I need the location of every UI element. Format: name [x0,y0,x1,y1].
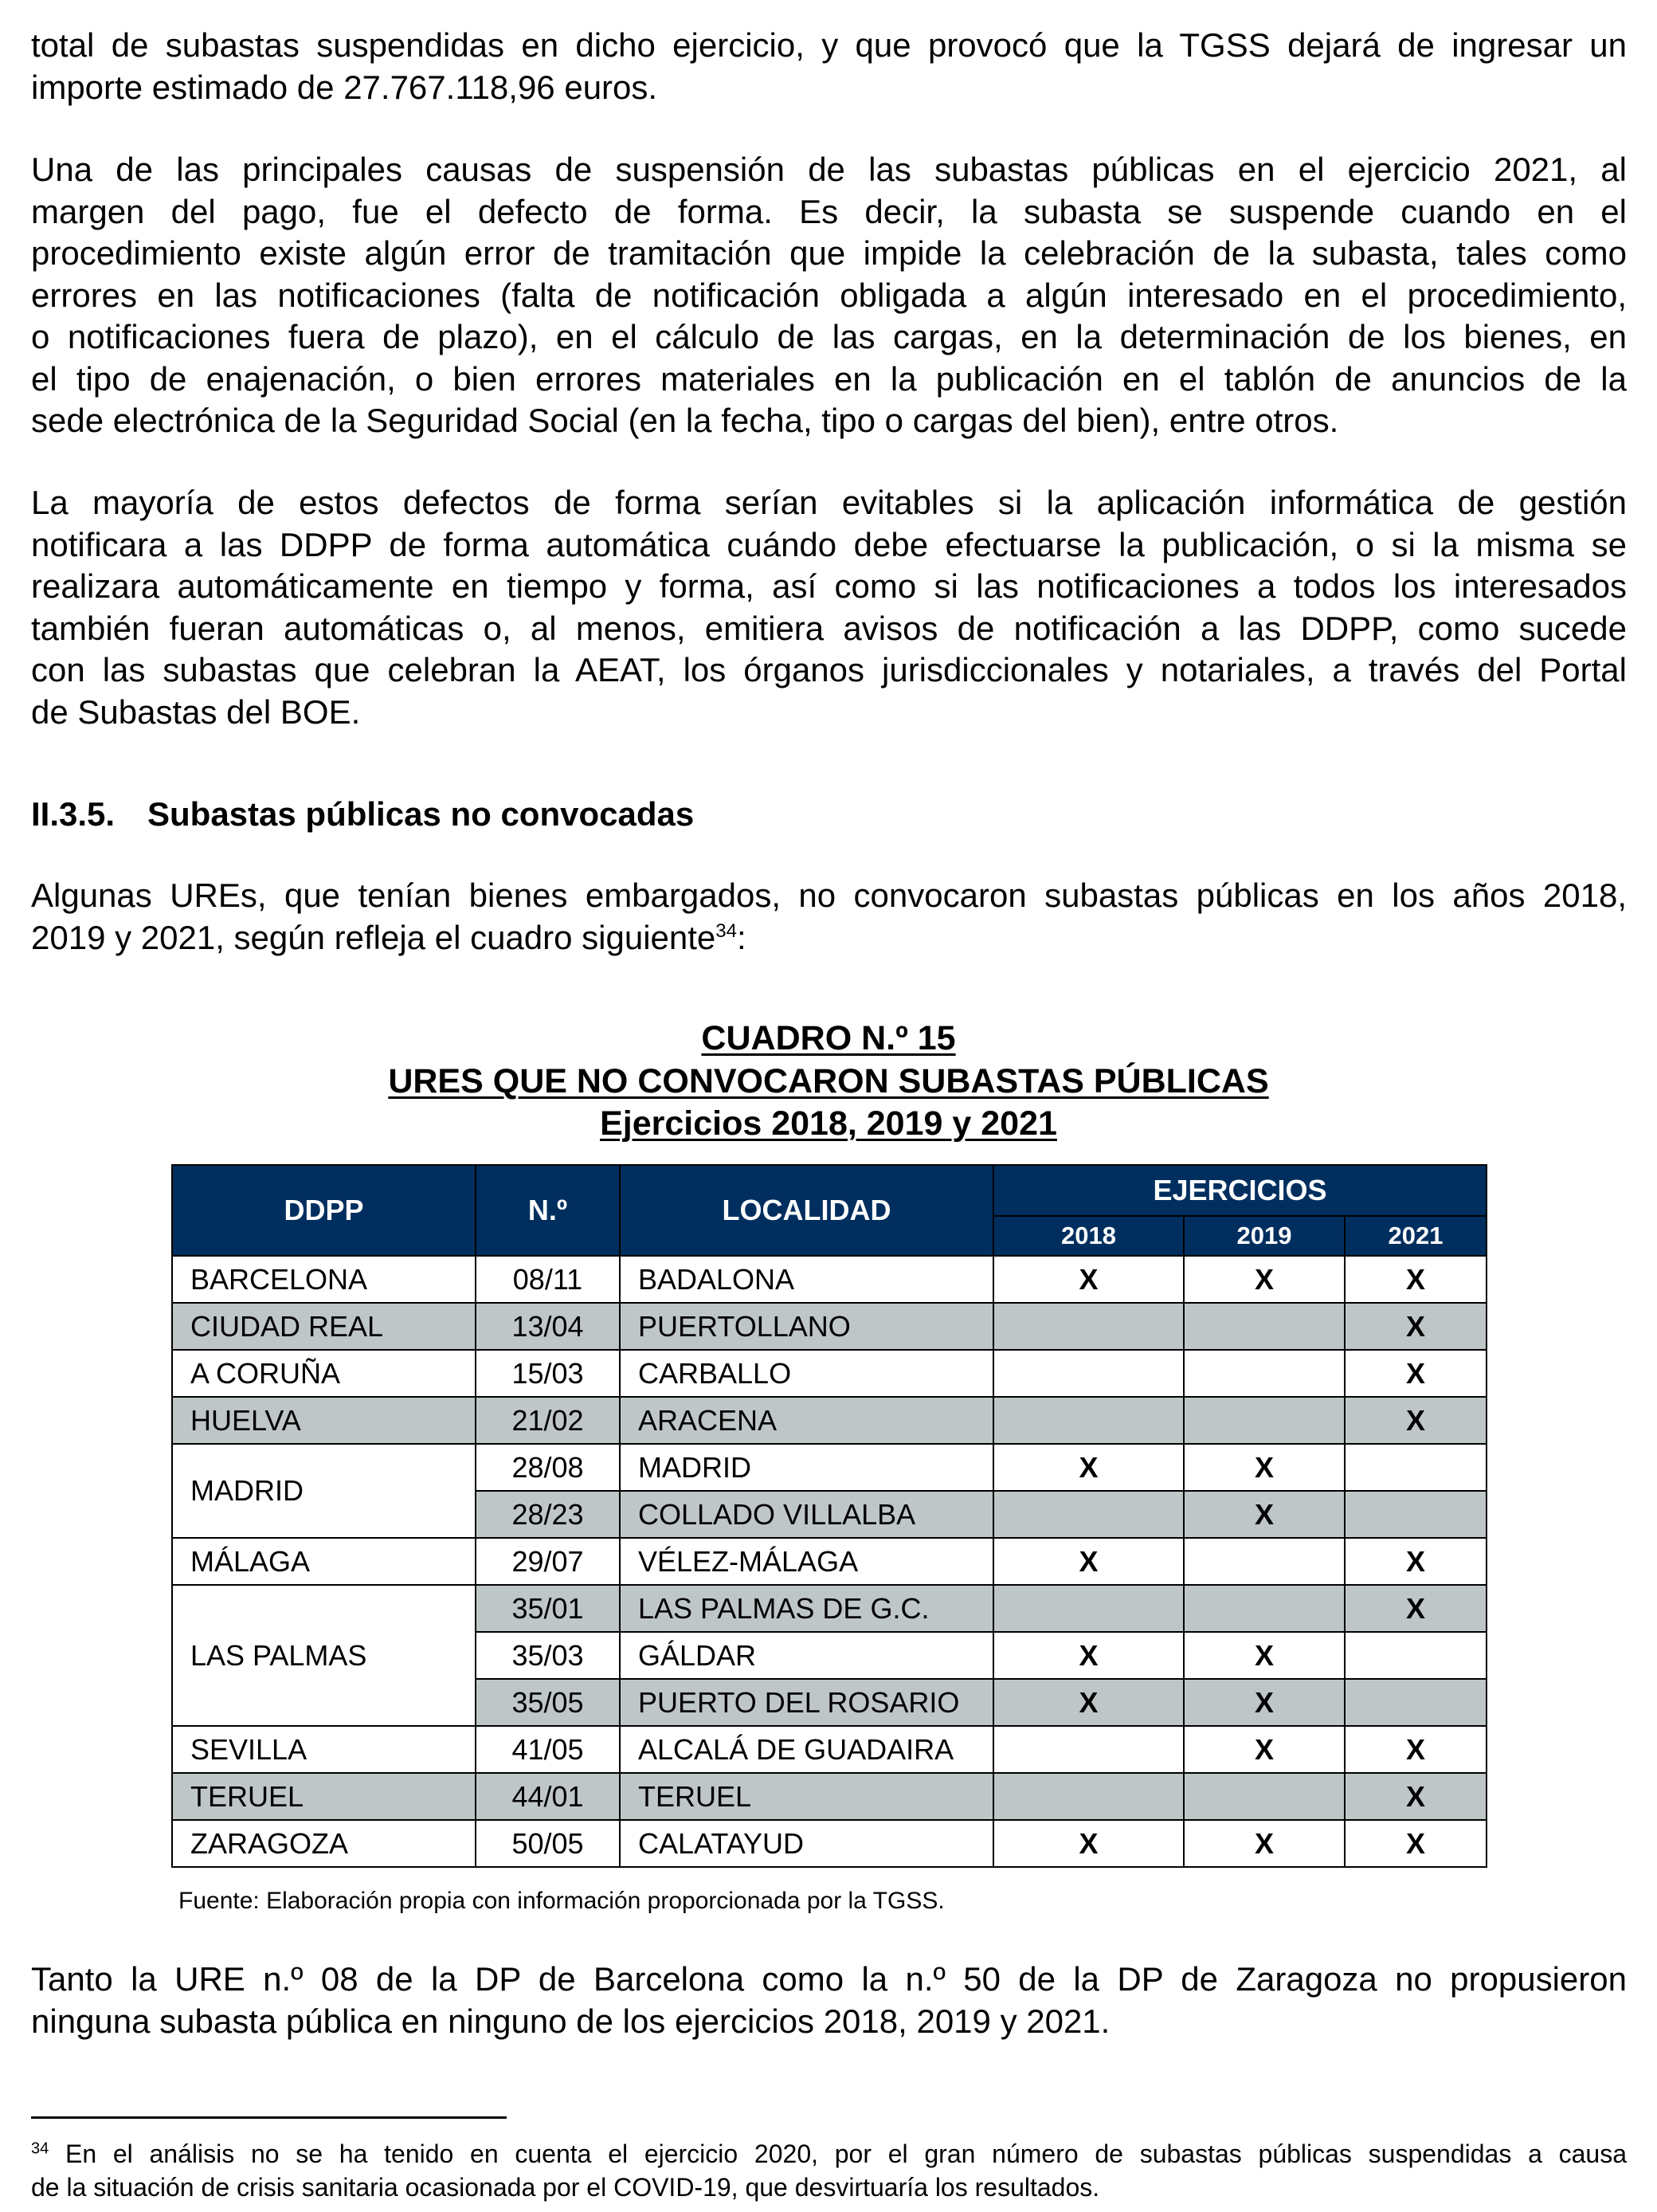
cell-2019 [1184,1773,1345,1820]
cell-2021 [1345,1444,1487,1491]
table-row [172,1820,1487,1867]
cell-ddpp: TERUEL [172,1773,476,1820]
cell-2019: X [1184,1444,1345,1491]
section-heading [31,794,695,836]
footnote-number: 34 [31,2139,49,2158]
paragraph-line: también fueran automáticas o, al menos, emitiera avisos de notificación a las DDPP, como sucede [31,609,1627,647]
cell-localidad: PUERTO DEL ROSARIO [620,1679,993,1726]
table-body [172,1256,1487,1867]
cell-ddpp: MADRID [172,1444,476,1538]
cell-no: 13/04 [476,1303,620,1350]
cell-localidad: COLLADO VILLALBA [620,1491,993,1538]
footnote-separator [31,2116,507,2119]
cell-ddpp: BARCELONA [172,1256,476,1303]
cell-2018: X [993,1632,1184,1679]
cell-localidad: BADALONA [620,1256,993,1303]
cell-no: 28/08 [476,1444,620,1491]
paragraph-3 [31,482,1627,733]
cell-no: 35/05 [476,1679,620,1726]
cell-2018 [993,1491,1184,1538]
cell-ddpp: SEVILLA [172,1726,476,1773]
cell-2019 [1184,1397,1345,1444]
table-row [172,1303,1487,1350]
cell-2018: X [993,1444,1184,1491]
cell-ddpp: MÁLAGA [172,1538,476,1585]
paragraph-2 [31,149,1627,442]
cell-2021: X [1345,1585,1487,1632]
cell-2019 [1184,1585,1345,1632]
header-2021: 2021 [1345,1216,1487,1256]
cell-localidad: GÁLDAR [620,1632,993,1679]
section-title: Subastas públicas no convocadas [147,795,695,833]
cell-ddpp: ZARAGOZA [172,1820,476,1867]
intro-paragraph [31,875,1627,959]
cell-no: 28/23 [476,1491,620,1538]
conclusion-line-1: Tanto la URE n.º 08 de la DP de Barcelona como la n.º 50 de la DP de Zaragoza no propusieron [31,1960,1627,1998]
header-localidad: LOCALIDAD [620,1165,993,1256]
cell-ddpp: HUELVA [172,1397,476,1444]
cell-2021: X [1345,1820,1487,1867]
cell-localidad: CARBALLO [620,1350,993,1397]
cell-localidad: CALATAYUD [620,1820,993,1867]
cell-2021: X [1345,1350,1487,1397]
cell-2021: X [1345,1256,1487,1303]
cell-2018 [993,1397,1184,1444]
paragraph-line: La mayoría de estos defectos de forma serían evitables si la aplicación informática de gestión [31,484,1627,521]
cell-2021 [1345,1632,1487,1679]
cell-2018 [993,1585,1184,1632]
table-row [172,1397,1487,1444]
cell-2018: X [993,1679,1184,1726]
cell-no: 29/07 [476,1538,620,1585]
table-source: Fuente: Elaboración propia con información proporcionada por la TGSS. [178,1888,945,1914]
paragraph-line: importe estimado de 27.767.118,96 euros. [31,68,658,106]
cell-localidad: TERUEL [620,1773,993,1820]
header-ejercicios: EJERCICIOS [993,1165,1487,1216]
table-title-years [0,1102,1657,1145]
cell-2021: X [1345,1773,1487,1820]
paragraph-line: margen del pago, fue el defecto de forma. Es decir, la subasta se suspende cuando en el [31,192,1627,230]
cell-2021 [1345,1491,1487,1538]
cell-2019: X [1184,1726,1345,1773]
conclusion-paragraph [31,1959,1627,2042]
cell-no: 35/03 [476,1632,620,1679]
paragraph-line: Una de las principales causas de suspensión de las subastas públicas en el ejercicio 2021, al [31,151,1627,188]
cell-localidad: VÉLEZ-MÁLAGA [620,1538,993,1585]
intro-line-2-text: 2019 y 2021, según refleja el cuadro siguiente [31,918,716,956]
cell-2018 [993,1726,1184,1773]
intro-line-1: Algunas UREs, que tenían bienes embargados, no convocaron subastas públicas en los años 2018, [31,877,1627,914]
cell-no: 41/05 [476,1726,620,1773]
footnote-line-1-text: En el análisis no se ha tenido en cuenta el ejercicio 2020, por el gran número de subastas públicas suspendidas a causa [49,2139,1627,2168]
cell-ddpp: A CORUÑA [172,1350,476,1397]
table-row [172,1585,1487,1632]
table-title-line-1: CUADRO N.º 15 [701,1019,956,1057]
cell-2021: X [1345,1726,1487,1773]
conclusion-line-2: ninguna subasta pública en ninguno de los ejercicios 2018, 2019 y 2021. [31,2002,1111,2040]
paragraph-line: sede electrónica de la Seguridad Social (en la fecha, tipo o cargas del bien), entre otros. [31,402,1339,439]
paragraph-1 [31,25,1627,108]
table-title-number [0,1017,1657,1060]
cell-2021: X [1345,1303,1487,1350]
footnote-line-1 [31,2137,1627,2171]
paragraph-line: con las subastas que celebran la AEAT, los órganos jurisdiccionales y notariales, a través del Portal [31,651,1627,688]
cell-2018 [993,1773,1184,1820]
ures-table [171,1164,1487,1868]
table-title-line-2: URES QUE NO CONVOCARON SUBASTAS PÚBLICAS [388,1062,1269,1100]
cell-no: 50/05 [476,1820,620,1867]
cell-2018: X [993,1538,1184,1585]
paragraph-line: el tipo de enajenación, o bien errores materiales en la publicación en el tablón de anuncios de la [31,359,1627,398]
cell-2021: X [1345,1397,1487,1444]
table-row [172,1773,1487,1820]
cell-2019: X [1184,1632,1345,1679]
cell-no: 08/11 [476,1256,620,1303]
cell-2018: X [993,1256,1184,1303]
header-ddpp: DDPP [172,1165,476,1256]
cell-ddpp: CIUDAD REAL [172,1303,476,1350]
cell-2021: X [1345,1538,1487,1585]
cell-localidad: PUERTOLLANO [620,1303,993,1350]
cell-no: 44/01 [476,1773,620,1820]
table-row [172,1350,1487,1397]
cell-localidad: ALCALÁ DE GUADAIRA [620,1726,993,1773]
cell-ddpp: LAS PALMAS [172,1585,476,1726]
cell-localidad: ARACENA [620,1397,993,1444]
table-row [172,1444,1487,1491]
intro-line-2-end: : [736,918,746,956]
paragraph-line: procedimiento existe algún error de tramitación que impide la celebración de la subasta, tales como [31,234,1627,272]
cell-2019 [1184,1350,1345,1397]
cell-2019 [1184,1538,1345,1585]
cell-2019: X [1184,1679,1345,1726]
cell-localidad: LAS PALMAS DE G.C. [620,1585,993,1632]
paragraph-line: realizara automáticamente en tiempo y forma, así como si las notificaciones a todos los interesados [31,567,1627,605]
intro-line-2 [31,917,1627,959]
cell-2019: X [1184,1820,1345,1867]
table-row [172,1256,1487,1303]
cell-no: 15/03 [476,1350,620,1397]
paragraph-line: errores en las notificaciones (falta de notificación obligada a algún interesado en el procedimiento, [31,276,1627,314]
cell-2018: X [993,1820,1184,1867]
paragraph-line: notificara a las DDPP de forma automática cuándo debe efectuarse la publicación, o si la misma se [31,525,1627,563]
header-2019: 2019 [1184,1216,1345,1256]
table-title-main [0,1060,1657,1103]
footnote-line-2: de la situación de crisis sanitaria ocasionada por el COVID-19, que desvirtuaría los resultados. [31,2173,1100,2202]
cell-no: 21/02 [476,1397,620,1444]
cell-2019: X [1184,1256,1345,1303]
table-title-line-3: Ejercicios 2018, 2019 y 2021 [600,1104,1057,1143]
cell-no: 35/01 [476,1585,620,1632]
paragraph-line: total de subastas suspendidas en dicho ejercicio, y que provocó que la TGSS dejará de ingresar un [31,26,1627,64]
footnote-ref[interactable]: 34 [715,920,737,942]
cell-localidad: MADRID [620,1444,993,1491]
paragraph-line: de Subastas del BOE. [31,692,361,731]
section-number: II.3.5. [31,795,116,833]
footnote [31,2137,1627,2204]
paragraph-line: o notificaciones fuera de plazo), en el cálculo de las cargas, en la determinación de los bienes, en [31,318,1627,355]
header-2018: 2018 [993,1216,1184,1256]
table-row [172,1726,1487,1773]
table-row [172,1538,1487,1585]
cell-2018 [993,1350,1184,1397]
header-no: N.º [476,1165,620,1256]
cell-2019 [1184,1303,1345,1350]
cell-2018 [993,1303,1184,1350]
cell-2019: X [1184,1491,1345,1538]
cell-2021 [1345,1679,1487,1726]
